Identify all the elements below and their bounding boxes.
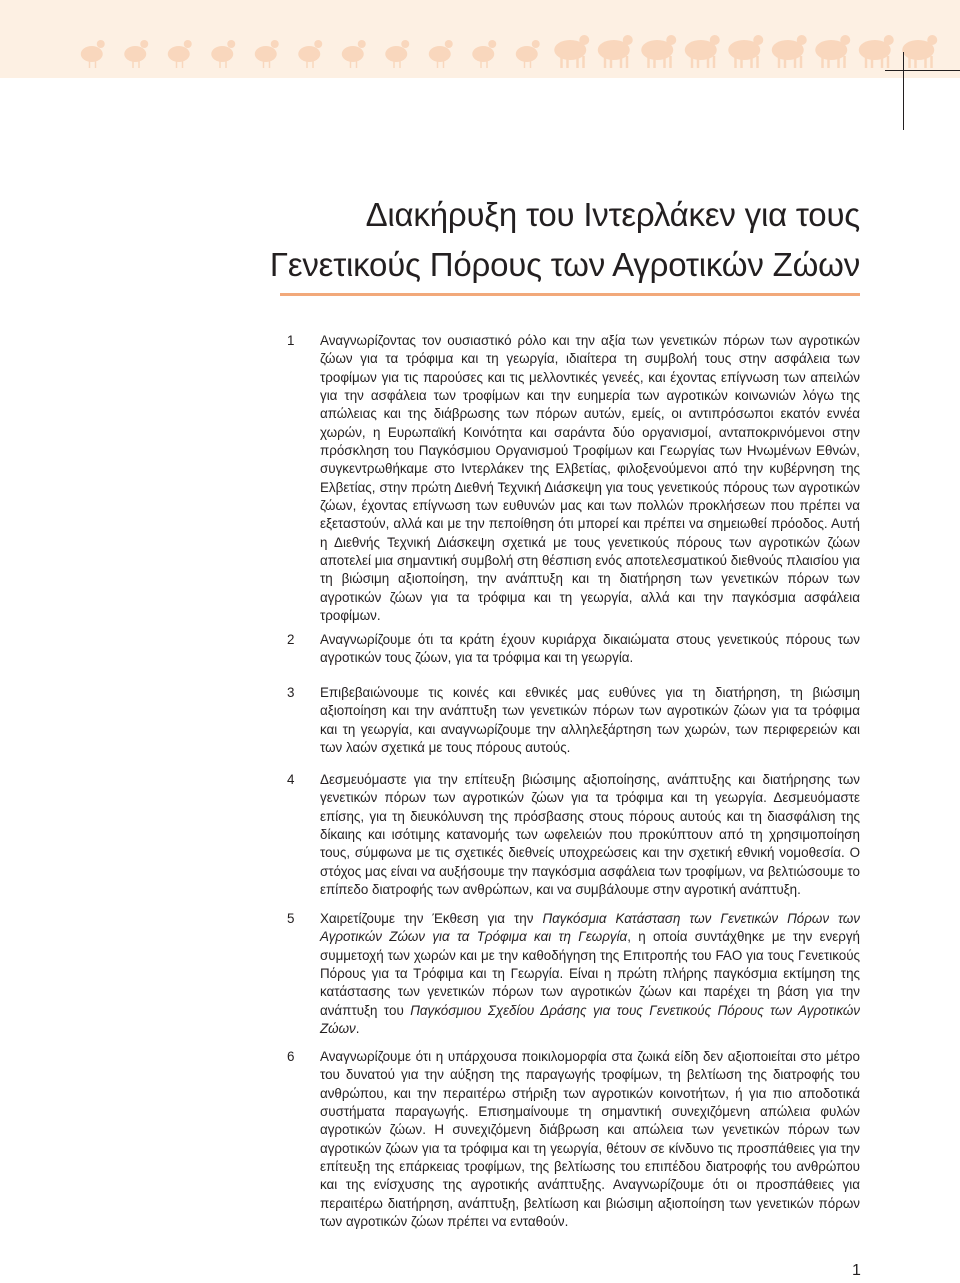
clause-text-segment: Δεσμευόμαστε για την επίτευξη βιώσιμης αξιοποίησης, ανάπτυξης και διατήρησης των γενετικών πόρων των αγροτικών ζώων για τα τρόφιμα και τη γεωργία. Δεσμευόμαστε επίσης, για τη διευκόλυνση της πρόσβασης στους πόρους αυτούς και τη διασφάλιση της δίκαιης και ισότιμης κατανομής των ωφελειών που προκύπτουν από τη χρησιμοποίηση τους, σύμφωνα με τις σχετικές διεθνείς υποχρεώσεις και την σχετική εθνική νομοθεσία. Ο στόχος μας είναι να αυξήσουμε την παγκόσμια ασφάλεια των τροφίμων, να βελτιώσουμε το επίπεδο διατροφής των ανθρώπων, και να συμβάλουμε στην αγροτική ανάπτυξη. bbox=[320, 772, 860, 898]
clause-text-segment: , η οποία συντάχθηκε με την ενεργή συμμετοχή των χωρών και με την καθοδήγηση της Επιτροπής του FAO για τους Γενετικούς Πόρους για τα Τρόφιμα και τη Γεωργία. Είναι η πρώτη πλήρης παγκόσμια εκτίμηση της κατάστασης των γενετικών πόρων των αγροτικών ζώων και παρέχει τη βάση για την ανάπτυξη του bbox=[320, 929, 860, 1018]
buffalo-icon bbox=[641, 35, 676, 68]
clause-6 bbox=[287, 1048, 860, 1231]
page-title bbox=[190, 190, 860, 290]
turkey-icon bbox=[342, 40, 366, 68]
clause-text-segment: Αναγνωρίζοντας τον ουσιαστικό ρόλο και την αξία των γενετικών πόρων των αγροτικών ζώων για τα τρόφιμα και τη γεωργία, ιδιαίτερα τη συμβολή τους στην ασφάλεια των τροφίμων για τις παρούσες και τις μελλοντικές γενεές, και έχοντας επίγνωση των απειλών για την ασφάλεια των τροφίμων και την ευημερία των αγροτικών κοινωνιών λόγω της απώλειας και της διάβρωσης των πόρων αυτών, εμείς, οι αντιπρόσωποι εκατόν εννέα χωρών, η Ευρωπαϊκή Κοινότητα και σαράντα δύο οργανισμοί, ανταποκρινόμενοι στην πρόσκληση του Παγκόσμιου Οργανισμού Τροφίμων και Γεωργίας των Ηνωμένων Εθνών, συγκεντρωθήκαμε στο Ιντερλάκεν της Ελβετίας, φιλοξενούμενοι από την κυβέρνηση της Ελβετίας, στην πρώτη Διεθνή Τεχνική Διάσκεψη για τους γενετικούς πόρους των αγροτικών ζώων, έχοντας επίγνωση των ευθυνών μας και των πολλών προκλήσεων που πρέπει να εξεταστούν, αλλά και με την πεποίθηση ότι μπορεί και πρέπει να σημειωθεί πρόοδος. Αυτή η Διεθνής Τεχνική Διάσκεψη σχετικά με τους γενετικούς πόρους των αγροτικών ζώων αποτελεί μια σημαντική συμβολή στη θέσπιση ενός αποτελεσματικού διεθνούς πλαισίου για τη βιώσιμη αξιοποίηση, την ανάπτυξη και τη διατήρηση των γενετικών πόρων των αγροτικών ζώων για τα τρόφιμα και τη γεωργία, αλλά και την παγκόσμια ασφάλεια τροφίμων. bbox=[320, 333, 860, 624]
clause-text bbox=[320, 332, 860, 626]
clause-number: 4 bbox=[287, 772, 295, 787]
title-rule bbox=[280, 293, 860, 296]
page-number: 1 bbox=[852, 1262, 861, 1279]
clause-text-segment: . bbox=[355, 1021, 360, 1037]
clause-text bbox=[320, 631, 860, 668]
clause-text-segment: Αναγνωρίζουμε ότι τα κράτη έχουν κυριάρχα δικαιώματα στους γενετικούς πόρους των αγροτικών τους ζώων, για τα τρόφιμα και τη γεωργία. bbox=[320, 632, 860, 666]
clause-5 bbox=[287, 910, 860, 1038]
clause-text bbox=[320, 910, 860, 1038]
title-line-1: Διακήρυξη του Ιντερλάκεν για τους bbox=[365, 196, 860, 233]
clause-1 bbox=[287, 332, 860, 626]
clause-text-segment: Επιβεβαιώνουμε τις κοινές και εθνικές μας ευθύνες για τη διατήρηση, τη βιώσιμη αξιοποίηση και την ανάπτυξη των γενετικών πόρων των αγροτικών ζώων για τα τρόφιμα και τη γεωργία, και αναγνωρίζουμε την αλληλεξάρτηση των χωρών, των περιφερειών και των λαών σχετικά με τους πόρους αυτούς. bbox=[320, 685, 860, 756]
partridge-icon bbox=[124, 40, 148, 68]
goat-icon bbox=[554, 35, 589, 68]
clause-number: 3 bbox=[287, 685, 295, 700]
turkey-icon bbox=[472, 40, 496, 68]
header-band bbox=[0, 0, 960, 78]
clause-text bbox=[320, 684, 860, 757]
crop-mark-horizontal bbox=[885, 70, 960, 71]
animal-icon-strip bbox=[70, 22, 940, 70]
clause-text-segment: Αναγνωρίζουμε ότι η υπάρχουσα ποικιλομορφία στα ζωικά είδη δεν αξιοποιείται στο μέτρο του δυνατού για την αύξηση της παραγωγής τροφίμων, τη βελτίωση της διατροφής του ανθρώπου, και την περαιτέρω στήριξη των αγροτικών κοινοτήτων, ή για πιο αποδοτικά συστήματα παραγωγής. Επισημαίνουμε τη σημαντική συνεχιζόμενη απώλεια φυλών αγροτικών ζώων. Η συνεχιζόμενη διάβρωση και απώλεια των γενετικών πόρων των αγροτικών ζώων για τα τρόφιμα και τη γεωργία, θέτουν σε κίνδυνο τις προσπάθειες για την επίτευξη της επάρκειας τροφίμων, της βελτίωσης του επιπέδου διατροφής του ανθρώπου και της ενίσχυσης της αγροτικής ανάπτυξης. Αναγνωρίζουμε ότι οι προσπάθειες για περαιτέρω διατήρηση, ανάπτυξη, βελτίωση και βιώσιμη αξιοποίηση των γενετικών πόρων των αγροτικών ζώων πρέπει να ενταθούν. bbox=[320, 1049, 860, 1230]
guineafowl-icon bbox=[211, 40, 235, 68]
title-line-2: Γενετικούς Πόρους των Αγροτικών Ζώων bbox=[269, 246, 860, 283]
clause-2 bbox=[287, 631, 860, 668]
clause-number: 5 bbox=[287, 911, 295, 926]
clause-number: 1 bbox=[287, 333, 295, 348]
pig-icon bbox=[859, 35, 894, 68]
clause-3 bbox=[287, 684, 860, 757]
chicken-icon bbox=[255, 40, 279, 68]
horse-icon bbox=[728, 35, 763, 68]
pheasant-icon bbox=[168, 40, 192, 68]
duck-icon bbox=[385, 40, 409, 68]
clause-text bbox=[320, 1048, 860, 1231]
goose-icon bbox=[81, 40, 105, 68]
donkey-icon bbox=[772, 35, 807, 68]
goose-icon bbox=[429, 40, 453, 68]
clause-text-italic: Παγκόσμιου Σχεδίου Δράσης για τους Γενετικούς Πόρους των Αγροτικών Ζώων bbox=[320, 1002, 860, 1037]
clause-text-segment: Χαιρετίζουμε την Έκθεση για την bbox=[320, 911, 543, 926]
clause-text bbox=[320, 771, 860, 899]
clause-number: 2 bbox=[287, 632, 295, 647]
clause-text-italic: Παγκόσμια Κατάσταση των Γενετικών Πόρων των Αγροτικών Ζώων για τα Τρόφιμα και τη Γεωργία bbox=[320, 911, 860, 945]
camel-icon bbox=[815, 35, 850, 68]
crop-mark-vertical bbox=[903, 52, 904, 130]
rabbit-icon bbox=[516, 40, 540, 68]
sheep-icon bbox=[902, 35, 937, 68]
clause-4 bbox=[287, 771, 860, 899]
rooster-icon bbox=[298, 40, 322, 68]
cow-icon bbox=[598, 35, 633, 68]
clause-number: 6 bbox=[287, 1049, 295, 1064]
llama-icon bbox=[685, 35, 720, 68]
